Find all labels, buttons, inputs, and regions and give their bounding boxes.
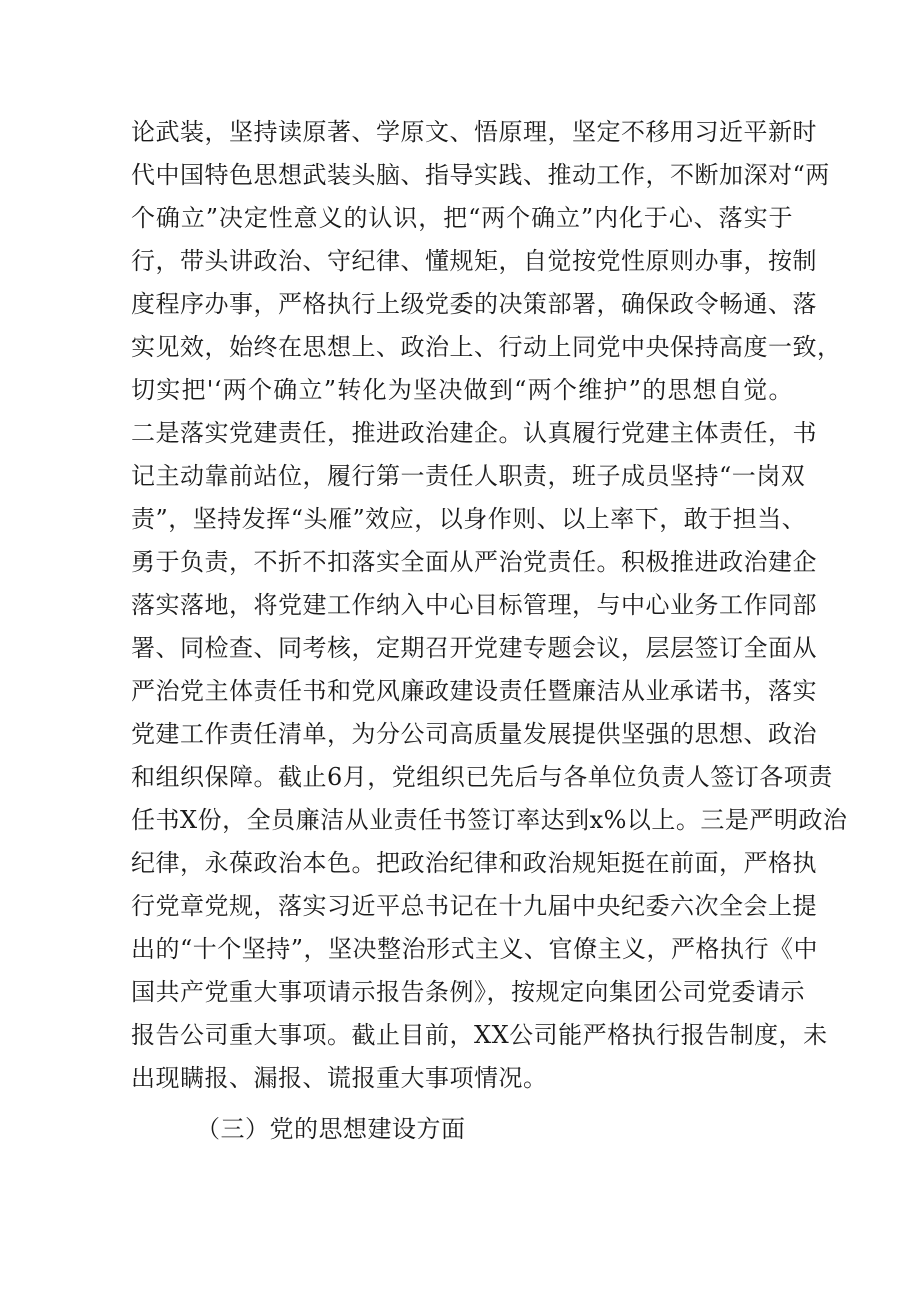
section-heading: （三）党的思想建设方面 — [196, 1115, 466, 1143]
text-line: 出现瞒报、漏报、谎报重大事项情况。 — [131, 1064, 548, 1092]
body-paragraph — [131, 111, 848, 1100]
text-line: 责”，坚持发挥“头雁”效应，以身作则、以上率下，敢于担当、 — [131, 505, 807, 533]
text-line: 代中国特色思想武装头脑、指导实践、推动工作，不断加深对“两 — [131, 161, 830, 189]
text-line: 勇于负责，不折不扣落实全面从严治党责任。积极推进政治建企 — [131, 548, 817, 576]
text-line: 落实落地，将党建工作纳入中心目标管理，与中心业务工作同部 — [131, 591, 817, 619]
text-line: 出的“十个坚持”，坚决整治形式主义、官僚主义，严格执行《中 — [131, 935, 819, 963]
text-line: 个确立”决定性意义的认识，把“两个确立”内化于心、落实于 — [131, 204, 793, 232]
text-line: 度程序办事，严格执行上级党委的决策部署，确保政令畅通、落 — [131, 290, 817, 318]
text-line: 任书X份，全员廉洁从业责任书签订率达到x%以上。三是严明政治 — [131, 806, 848, 834]
text-line: 切实把'‘两个确立”转化为坚决做到“两个维护”的思想自觉。 — [131, 376, 793, 404]
text-line: 记主动靠前站位，履行第一责任人职责，班子成员坚持“一岗双 — [131, 462, 806, 490]
text-line: 国共产党重大事项请示报告条例》，按规定向集团公司党委请示 — [131, 978, 805, 1006]
text-line: 二是落实党建责任，推进政治建企。认真履行党建主体责任，书 — [131, 419, 817, 447]
text-line: 纪律，永葆政治本色。把政治纪律和政治规矩挺在前面，严格执 — [131, 849, 817, 877]
text-line: 行，带头讲政治、守纪律、懂规矩，自觉按党性原则办事，按制 — [131, 247, 817, 275]
text-line: 署、同检查、同考核，定期召开党建专题会议，层层签订全面从 — [131, 634, 817, 662]
text-line: 论武装，坚持读原著、学原文、悟原理，坚定不移用习近平新时 — [131, 118, 817, 146]
text-line: 行党章党规，落实习近平总书记在十九届中央纪委六次全会上提 — [131, 892, 817, 920]
text-line: 党建工作责任清单，为分公司高质量发展提供坚强的思想、政治 — [131, 720, 817, 748]
text-line: 严治党主体责任书和党风廉政建设责任暨廉洁从业承诺书，落实 — [131, 677, 817, 705]
text-line: 和组织保障。截止6月，党组织已先后与各单位负责人签订各项责 — [131, 763, 833, 791]
text-line: 报告公司重大事项。截止目前，XX公司能严格执行报告制度，未 — [131, 1021, 828, 1049]
text-line: 实见效，始终在思想上、政治上、行动上同党中央保持高度一致， — [131, 333, 842, 361]
